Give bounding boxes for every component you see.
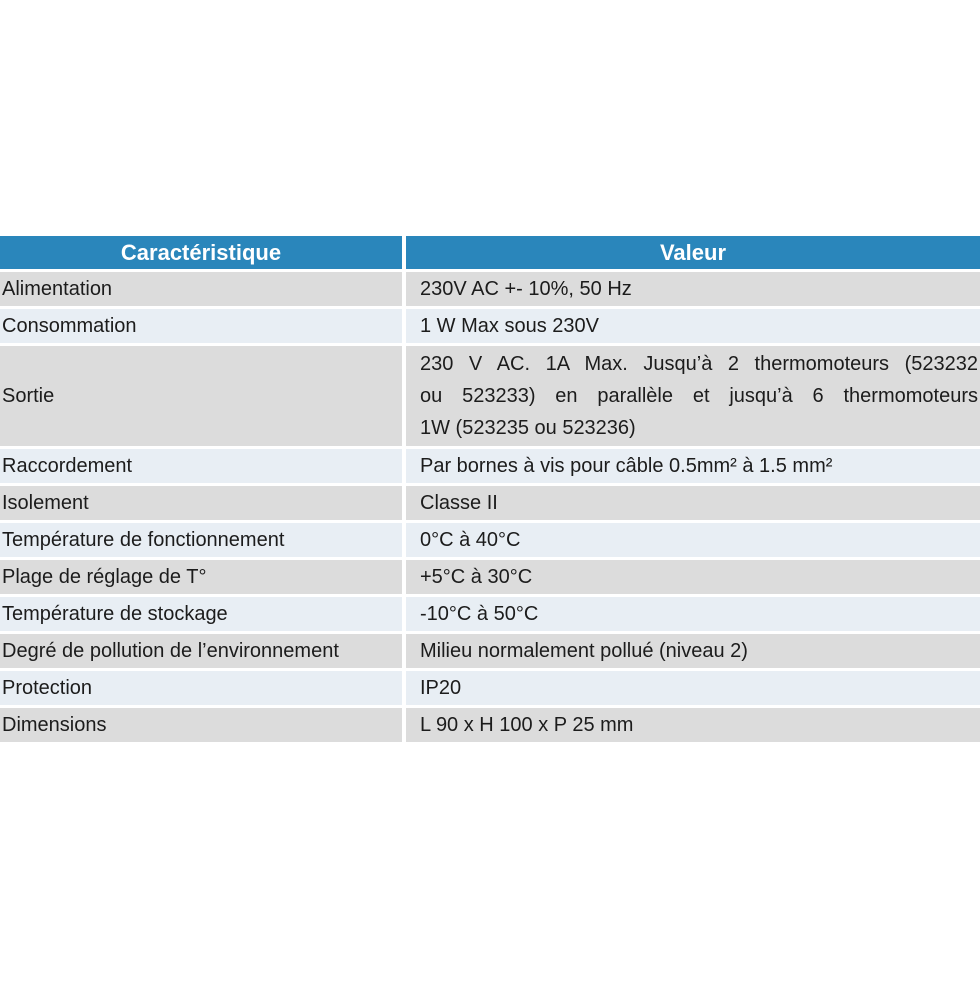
row-value-line: ou 523233) en parallèle et jusqu’à 6 thermomoteurs bbox=[420, 385, 978, 407]
row-label: Protection bbox=[0, 668, 406, 705]
row-value-line: 230 V AC. 1A Max. Jusqu’à 2 thermomoteurs (523232 bbox=[420, 353, 978, 375]
row-label: Degré de pollution de l’environnement bbox=[0, 631, 406, 668]
row-value: IP20 bbox=[406, 668, 980, 705]
row-label: Alimentation bbox=[0, 269, 406, 306]
row-label: Raccordement bbox=[0, 446, 406, 483]
row-value: L 90 x H 100 x P 25 mm bbox=[406, 705, 980, 742]
row-label: Sortie bbox=[0, 343, 406, 446]
row-value: Classe II bbox=[406, 483, 980, 520]
row-value: 0°C à 40°C bbox=[406, 520, 980, 557]
header-value: Valeur bbox=[406, 236, 980, 269]
row-label: Température de fonctionnement bbox=[0, 520, 406, 557]
spec-table bbox=[0, 236, 980, 742]
row-value-line: 1W (523235 ou 523236) bbox=[420, 417, 636, 439]
row-label: Isolement bbox=[0, 483, 406, 520]
row-value: 230V AC +- 10%, 50 Hz bbox=[406, 269, 980, 306]
row-value: -10°C à 50°C bbox=[406, 594, 980, 631]
row-label: Dimensions bbox=[0, 705, 406, 742]
row-label: Consommation bbox=[0, 306, 406, 343]
row-value: +5°C à 30°C bbox=[406, 557, 980, 594]
row-label: Température de stockage bbox=[0, 594, 406, 631]
row-value: Milieu normalement pollué (niveau 2) bbox=[406, 631, 980, 668]
header-characteristic: Caractéristique bbox=[0, 236, 406, 269]
row-label: Plage de réglage de T° bbox=[0, 557, 406, 594]
row-value: 1 W Max sous 230V bbox=[406, 306, 980, 343]
row-value bbox=[406, 343, 980, 446]
row-value: Par bornes à vis pour câble 0.5mm² à 1.5 mm² bbox=[406, 446, 980, 483]
